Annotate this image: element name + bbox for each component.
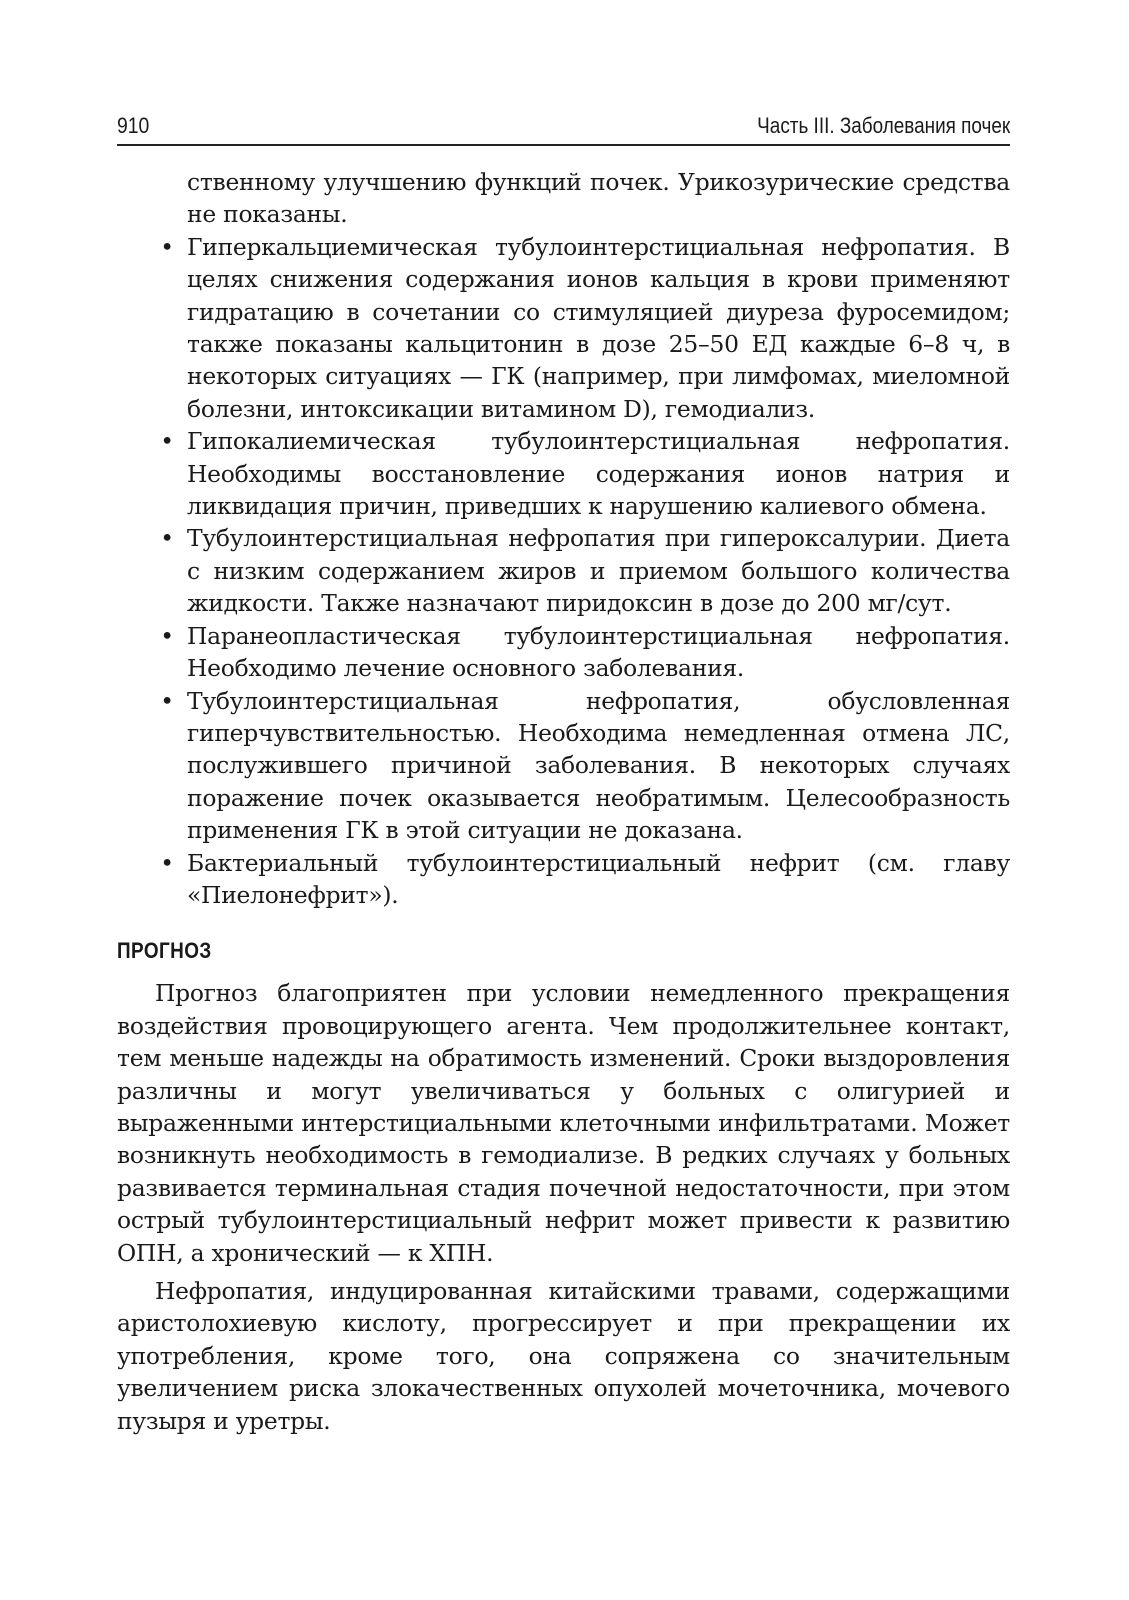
list-item-text: Тубулоинтерстициальная нефропатия, обусловленная гиперчувствительностью. Необходима немедленная отмена ЛС, послужившего причиной заболевания. В некоторых случаях поражение почек оказывается необратимым. Целесообразность применения ГК в этой ситуации не доказана. <box>187 686 1010 845</box>
bullet-icon: • <box>160 232 174 261</box>
list-item-text: Паранеопластическая тубулоинтерстициальная нефропатия. Необходимо лечение основного заболевания. <box>187 621 1010 683</box>
list-item <box>117 522 1010 619</box>
bullet-icon: • <box>160 686 174 715</box>
list-item-text: Тубулоинтерстициальная нефропатия при гипероксалурии. Диета с низким содержанием жиров и приемом большого количества жидкости. Также назначают пиридоксин в дозе до 200 мг/сут. <box>187 524 1010 618</box>
continuation-text: ственному улучшению функций почек. Урикозурические средства не показаны. <box>187 168 1010 229</box>
page-number: 910 <box>117 113 150 138</box>
bullet-icon: • <box>160 621 174 650</box>
list-item <box>117 620 1010 685</box>
paragraph: Нефропатия, индуцированная китайскими травами, содержащими аристолохиевую кислоту, прогрессирует и при прекращении их употребления, кроме того, она сопряжена со значительным увеличением риска злокачественных опухолей мочеточника, мочевого пузыря и уретры. <box>117 1277 1010 1435</box>
list-item <box>117 685 1010 847</box>
book-page <box>117 104 1010 1437</box>
section-heading: ПРОГНОЗ <box>117 938 212 964</box>
bullet-icon: • <box>160 524 174 553</box>
list-item <box>117 425 1010 522</box>
bullet-icon: • <box>160 427 174 456</box>
running-head <box>117 104 1010 146</box>
list-item <box>117 231 1010 425</box>
list-item-text: Бактериальный тубулоинтерстициальный нефрит (см. главу «Пиелонефрит»). <box>187 848 1010 909</box>
running-title: Часть III. Заболевания почек <box>756 113 1010 138</box>
paragraph: Прогноз благоприятен при условии немедленного прекращения воздействия провоцирующего агента. Чем продолжительнее контакт, тем меньше надежды на обратимость изменений. Сроки выздоровления различны и могут увеличиваться у больных с олигурией и выраженными интерстициальными клеточными инфильтратами. Может возникнуть необходимость в гемодиализе. В редких случаях у больных развивается терминальная стадия почечной недостаточности, при этом острый тубулоинтерстициальный нефрит может привести к развитию ОПН, а хронический — к ХПН. <box>117 979 1010 1267</box>
list-item <box>117 847 1010 912</box>
page-body <box>117 166 1010 1437</box>
treatment-list <box>117 231 1010 912</box>
list-item-text: Гиперкальциемическая тубулоинтерстициальная нефропатия. В целях снижения содержания ионов кальция в крови применяют гидратацию в сочетании со стимуляцией диуреза фуросемидом; также показаны кальцитонин в дозе 25–50 ЕД каждые 6–8 ч, в некоторых ситуациях — ГК (например, при лимфомах, миеломной болезни, интоксикации витамином D), гемодиализ. <box>187 232 1010 423</box>
bullet-icon: • <box>160 848 174 877</box>
list-item-text: Гипокалиемическая тубулоинтерстициальная нефропатия. Необходимы восстановление содержания ионов натрия и ликвидация причин, приведших к нарушению калиевого обмена. <box>187 427 1010 521</box>
